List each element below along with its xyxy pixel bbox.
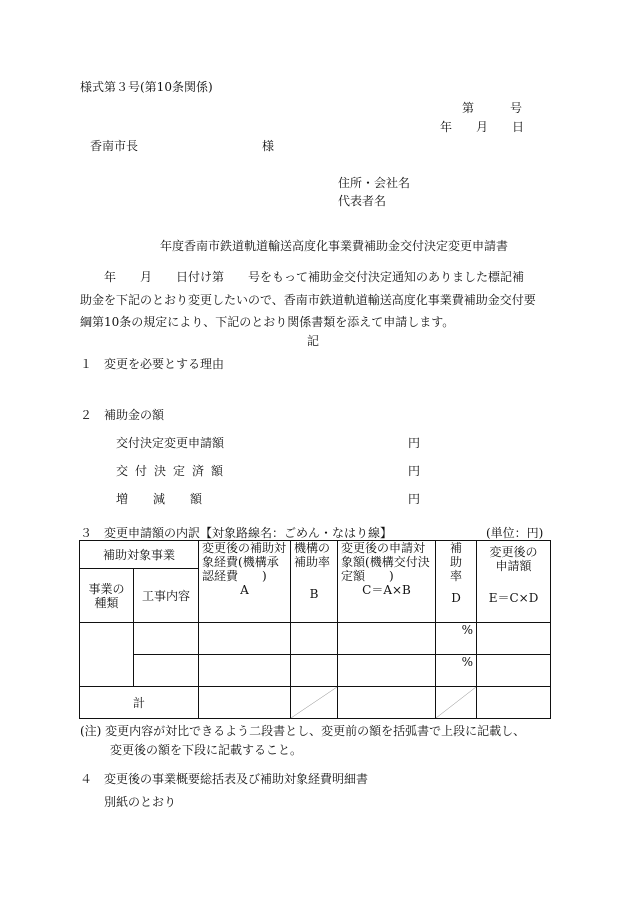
cell-kind — [80, 623, 134, 687]
cell-apply — [338, 623, 436, 655]
header-cost — [199, 541, 291, 623]
amount-unit: 円 — [408, 492, 421, 506]
address-label: 住所・会社名 — [338, 176, 411, 190]
ki-mark: 記 — [307, 334, 320, 348]
cell-content — [134, 655, 199, 687]
header-subsidy-text: 補助率 — [450, 541, 463, 583]
body-line: 年 月 日付け第 号をもって補助金交付決定通知のありました標記補 — [80, 270, 525, 284]
item-2-heading: ２ 補助金の額 — [80, 408, 165, 422]
header-rate-b: B — [309, 587, 319, 601]
header-apply-c: C＝A×B — [362, 583, 411, 597]
header-subsidy — [436, 541, 477, 623]
body-line: 助金を下記のとおり変更したいので、香南市鉄道軌道輸送高度化事業費補助金交付要 — [80, 292, 536, 307]
cell-cost — [199, 623, 291, 655]
total-subsidy-disabled — [436, 687, 477, 719]
item-4-heading: ４ 変更後の事業概要総括表及び補助対象経費明細書 — [80, 772, 369, 786]
cell-percent: % — [436, 655, 477, 687]
item-4-sub: 別紙のとおり — [104, 795, 177, 809]
document-number: 第 号 — [462, 101, 523, 115]
amount-label: 交付決定済額 — [116, 464, 231, 478]
amount-unit: 円 — [408, 436, 421, 450]
diagonal-slash — [291, 687, 337, 718]
header-kind: 事業の種類 — [80, 569, 134, 623]
note-line-2: 変更後の額を下段に記載すること。 — [110, 743, 303, 757]
document-title: 年度香南市鉄道軌道輸送高度化事業費補助金交付決定変更申請書 — [160, 239, 509, 253]
cell-apply — [338, 655, 436, 687]
amount-row-change — [116, 490, 436, 508]
item-3-heading: ３ 変更申請額の内訳【対象路線名：ごめん・なはり線】 — [80, 526, 393, 540]
header-final-text: 変更後の申請額 — [489, 545, 538, 573]
cell-cost — [199, 655, 291, 687]
cell-percent: % — [436, 623, 477, 655]
body-line: 綱第10条の規定により、下記のとおり関係書類を添えて申請します。 — [80, 315, 455, 329]
total-final — [477, 687, 551, 719]
header-final-e: E＝C×D — [488, 591, 539, 605]
cell-content — [134, 623, 199, 655]
cell-rate — [291, 655, 338, 687]
amount-label: 増減額 — [116, 492, 228, 506]
header-cost-text: 変更後の補助対象経費(機構承認経費 ) — [202, 541, 287, 583]
cell-final — [477, 623, 551, 655]
header-business: 補助対象事業 — [80, 541, 199, 569]
unit-note: (単位：円) — [486, 526, 544, 540]
honorific: 様 — [262, 139, 275, 153]
diagonal-slash — [436, 687, 476, 718]
header-rate — [291, 541, 338, 623]
amount-row-decided — [116, 462, 436, 480]
body-paragraph — [80, 266, 548, 334]
amount-unit: 円 — [408, 464, 421, 478]
amount-label: 交付決定変更申請額 — [116, 436, 225, 450]
breakdown-table — [79, 540, 551, 719]
total-label: 計 — [80, 687, 199, 719]
addressee: 香南市長 — [90, 139, 139, 153]
header-final — [477, 541, 551, 623]
document-date: 年 月 日 — [440, 120, 525, 134]
total-rate-disabled — [291, 687, 338, 719]
header-subsidy-d: D — [451, 591, 461, 605]
representative-label: 代表者名 — [338, 194, 387, 208]
cell-rate — [291, 623, 338, 655]
amount-row-applied — [116, 434, 436, 452]
form-number: 様式第３号(第10条関係) — [80, 80, 213, 94]
cell-final — [477, 655, 551, 687]
total-apply — [338, 687, 436, 719]
total-cost — [199, 687, 291, 719]
header-rate-text: 機構の補助率 — [294, 541, 331, 569]
header-apply-text: 変更後の申請対象額(機構交付決定額 ) — [341, 541, 430, 583]
item-1-heading: １ 変更を必要とする理由 — [80, 357, 225, 371]
header-content: 工事内容 — [134, 569, 199, 623]
header-cost-a: A — [240, 583, 249, 597]
header-apply — [338, 541, 436, 623]
note-line-1: (注) 変更内容が対比できるよう二段書とし、変更前の額を括弧書で上段に記載し、 — [80, 724, 526, 738]
